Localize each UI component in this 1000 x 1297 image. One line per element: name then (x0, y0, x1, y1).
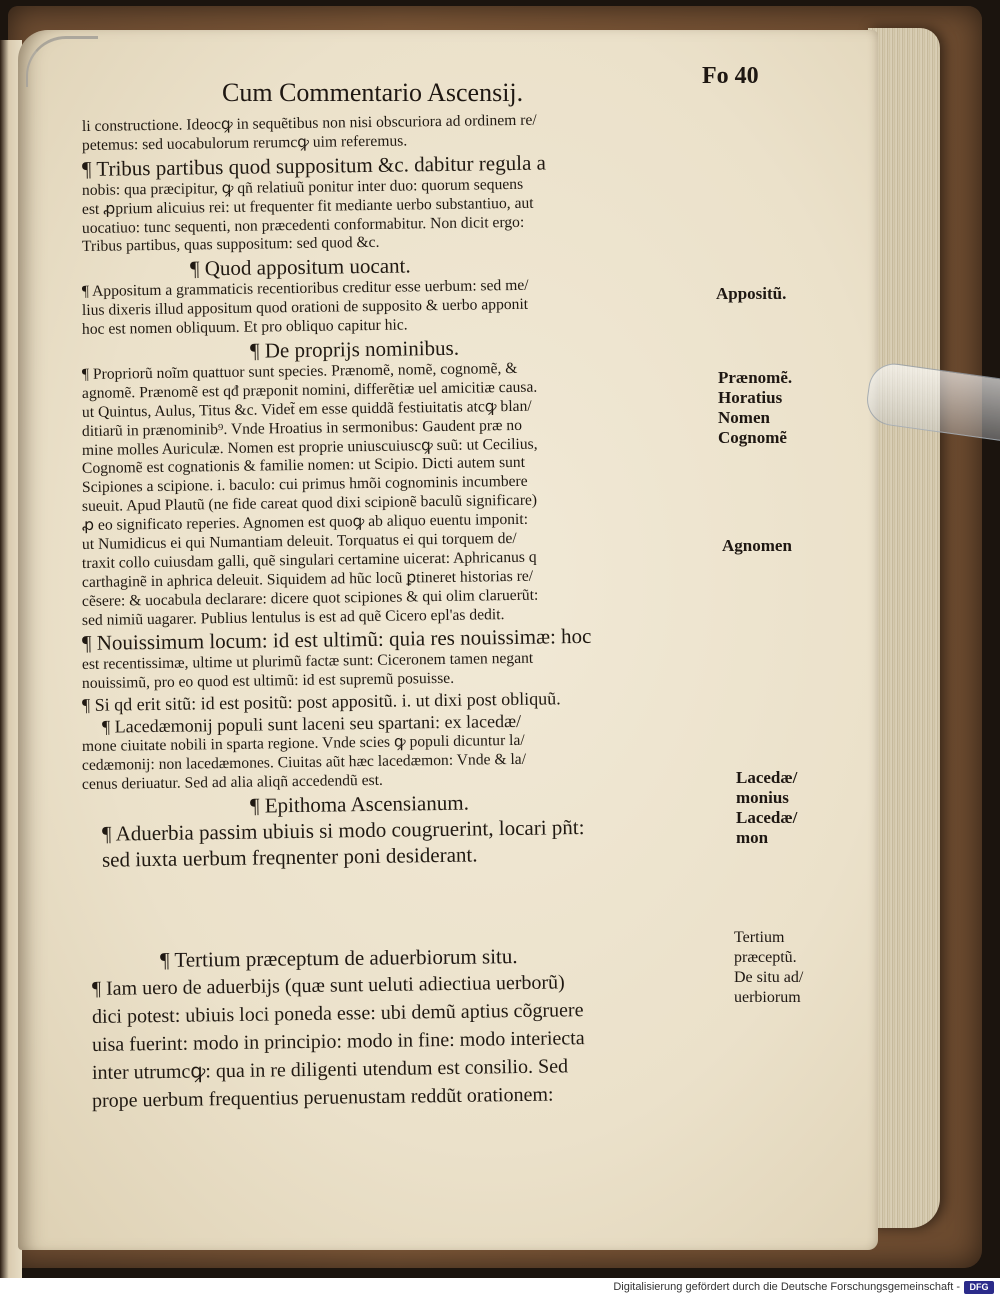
margin-note-line: monius (736, 788, 789, 807)
text-line: ¶ Tribus partibus quod suppositum &c. dabitur regula a (81, 150, 547, 181)
margin-note-lacedaemonius (736, 768, 797, 848)
text-line: agnomẽ. Prænomẽ est qđ præponit nomini, differẽtiæ uel amicitiæ causa. (81, 378, 538, 402)
text-line: Tribus partibus, quas suppositum: sed quod &c. (81, 234, 380, 256)
margin-note-agnomen (722, 536, 792, 556)
text-line: Cognomẽ est cognationis & familie nomen: ut Scipio. Dicti autem sunt (81, 454, 526, 478)
commentary-text (81, 111, 722, 873)
margin-note-tertium (734, 928, 803, 1008)
main-text-large (91, 971, 732, 1115)
text-line: Scipiones a scipione. i. baculo: cui primus hmõi cognominis incumbere (81, 473, 528, 497)
text-line-large: ¶ Iam uero de aduerbijs (quæ sunt ueluti adiectiua uerborũ) (91, 971, 565, 1000)
text-line: ditiarũ in prænominib⁹. Vnde Hroatius in sermonibus: Gaudent præ no (81, 416, 523, 440)
margin-note-line: Appositũ. (716, 284, 787, 303)
text-line: ¶ Nouissimum locum: id est ultimũ: quia res nouissimæ: hoc (81, 624, 592, 656)
text-line: mone ciuitate nobili in sparta regione. Vnde scies ꝙ populi dicuntur la/ (81, 732, 525, 756)
text-line: ꝓ eo significato reperies. Agnomen est quoꝙ ab aliquo euentu imponit: (81, 510, 529, 535)
text-line: ¶ De proprijs nominibus. (249, 335, 460, 363)
text-line: hoc est nomen obliquum. Et pro obliquo capitur hic. (81, 316, 408, 339)
margin-note-line: uerbiorum (734, 989, 801, 1006)
text-line: ut Quintus, Aulus, Titus &c. Videt̃ em esse quiddã festiuitatis atcꝙ blan/ (81, 397, 532, 421)
text-line: cedæmonij: non lacedæmones. Ciuitas aũt hæc lacedæmon: Vnde & la/ (81, 750, 527, 775)
text-line: li constructione. Ideocꝙ in sequẽtibus non nisi obscuriora ad ordinem re/ (81, 111, 537, 135)
text-line: ¶ Si qd erit sitũ: id est positũ: post appositũ. i. ut dixi post obliquũ. (81, 688, 561, 716)
text-line-large: prope uerbum frequentius peruenustam reddũt orationem: (91, 1083, 554, 1112)
text-line: ¶ Aduerbia passim ubiuis si modo cougruerint, locari pñt: (101, 814, 585, 846)
margin-note-praenomen (718, 368, 792, 448)
margin-note-line: Lacedæ/ (736, 768, 798, 787)
text-line: cenus deriuatur. Sed ad alia aliqñ accedendũ est. (81, 771, 384, 794)
text-line: cẽsere: & uocabula declarare: dicere quot scipiones & qui olim claruerũt: (81, 586, 539, 610)
text-line: nouissimũ, pro eo quod est ultimũ: id est supremũ posuisse. (81, 670, 455, 693)
margin-note-line: Cognomẽ (718, 428, 787, 447)
margin-note-appositum (716, 284, 786, 304)
text-line: ¶ Propriorũ noĩm quattuor sunt species. Prænomẽ, nomẽ, cognomẽ, & (81, 359, 518, 384)
fore-edge (868, 28, 940, 1228)
text-line: nobis: qua præcipitur, ꝙ qñ relatiuũ ponitur inter duo: quorum sequens (81, 175, 524, 199)
margin-note-line: mon (736, 828, 769, 847)
text-line-large: uisa fuerint: modo in principio: modo in fine: modo interiecta (91, 1027, 585, 1056)
margin-note-line: Lacedæ/ (736, 808, 798, 827)
dfg-logo: DFG (964, 1281, 994, 1294)
text-line: ¶ Lacedæmonij populi sunt laceni seu spartani: ex lacedæ/ (101, 711, 522, 737)
text-line: sed nimiũ uagarer. Publius lentulus is est ad quẽ Cicero epl'as dedit. (81, 605, 505, 629)
margin-note-line: Horatius (718, 388, 783, 407)
margin-note-line: præceptũ. (734, 949, 797, 966)
section-heading: ¶ Tertium præceptum de aduerbiorum situ. (159, 944, 518, 972)
text-line: uocatiuo: tunc sequenti, non præcedenti conformabitur. Non dicit ergo: (81, 213, 525, 237)
running-head: Cum Commentario Ascensij. (222, 78, 524, 107)
text-line: est ꝓprium alicuius rei: ut frequenter fit mediante uerbo substantiuo, aut (81, 194, 534, 218)
footer-credit: Digitalisierung gefördert durch die Deutsche Forschungsgemeinschaft - (613, 1281, 960, 1293)
page-curl (26, 36, 98, 87)
margin-note-line: De situ ad/ (734, 969, 804, 986)
text-line: ut Numidicus ei qui Numantiam deleuit. Torquatus ei qui torquem de/ (81, 529, 517, 554)
text-line: sed iuxta uerbum freqnenter poni desiderant. (101, 842, 478, 872)
margin-note-line: Agnomen (722, 536, 792, 555)
text-line: ¶ Epithoma Ascensianum. (249, 790, 470, 818)
margin-note-line: Nomen (718, 408, 770, 427)
text-line: lius dixeris illud appositum quod orationi de supposito & uerbo apponit (81, 296, 529, 320)
folio-number: Fo 40 (702, 63, 759, 89)
text-line: est recentissimæ, ultime ut plurimũ factæ sunt: Ciceronem tamen negant (81, 650, 534, 674)
text-line: carthaginẽ in aphrica deleuit. Siquidem ad hũc locũ ꝑtineret historias re/ (81, 567, 534, 591)
margin-note-line: Prænomẽ. (718, 368, 793, 387)
text-line: petemus: sed uocabulorum rerumcꝙ uim referemus. (81, 132, 408, 154)
text-line: traxit collo cuiusdam galli, quẽ singulari certamine uicerat: Aphricanus q (81, 548, 537, 572)
text-line: ¶ Appositum a grammaticis recentioribus creditur esse uerbum: sed me/ (81, 277, 529, 301)
text-line-large: dici potest: ubiuis loci poneda esse: ubi demũ aptius cõgruere (91, 999, 584, 1028)
text-line: mine molles Auriculæ. Nomen est proprie uniuscuiuscꝙ suũ: ut Cecilius, (81, 435, 538, 459)
margin-note-line: Tertium (734, 929, 785, 946)
text-line: sueuit. Apud Plautũ (ne fide careat quod dixi scipionẽ baculũ significare) (81, 491, 538, 516)
text-line-large: inter utrumcꝙ: qua in re diligenti utendum est consilio. Sed (91, 1055, 569, 1084)
text-line: ¶ Quod appositum uocant. (189, 253, 411, 281)
